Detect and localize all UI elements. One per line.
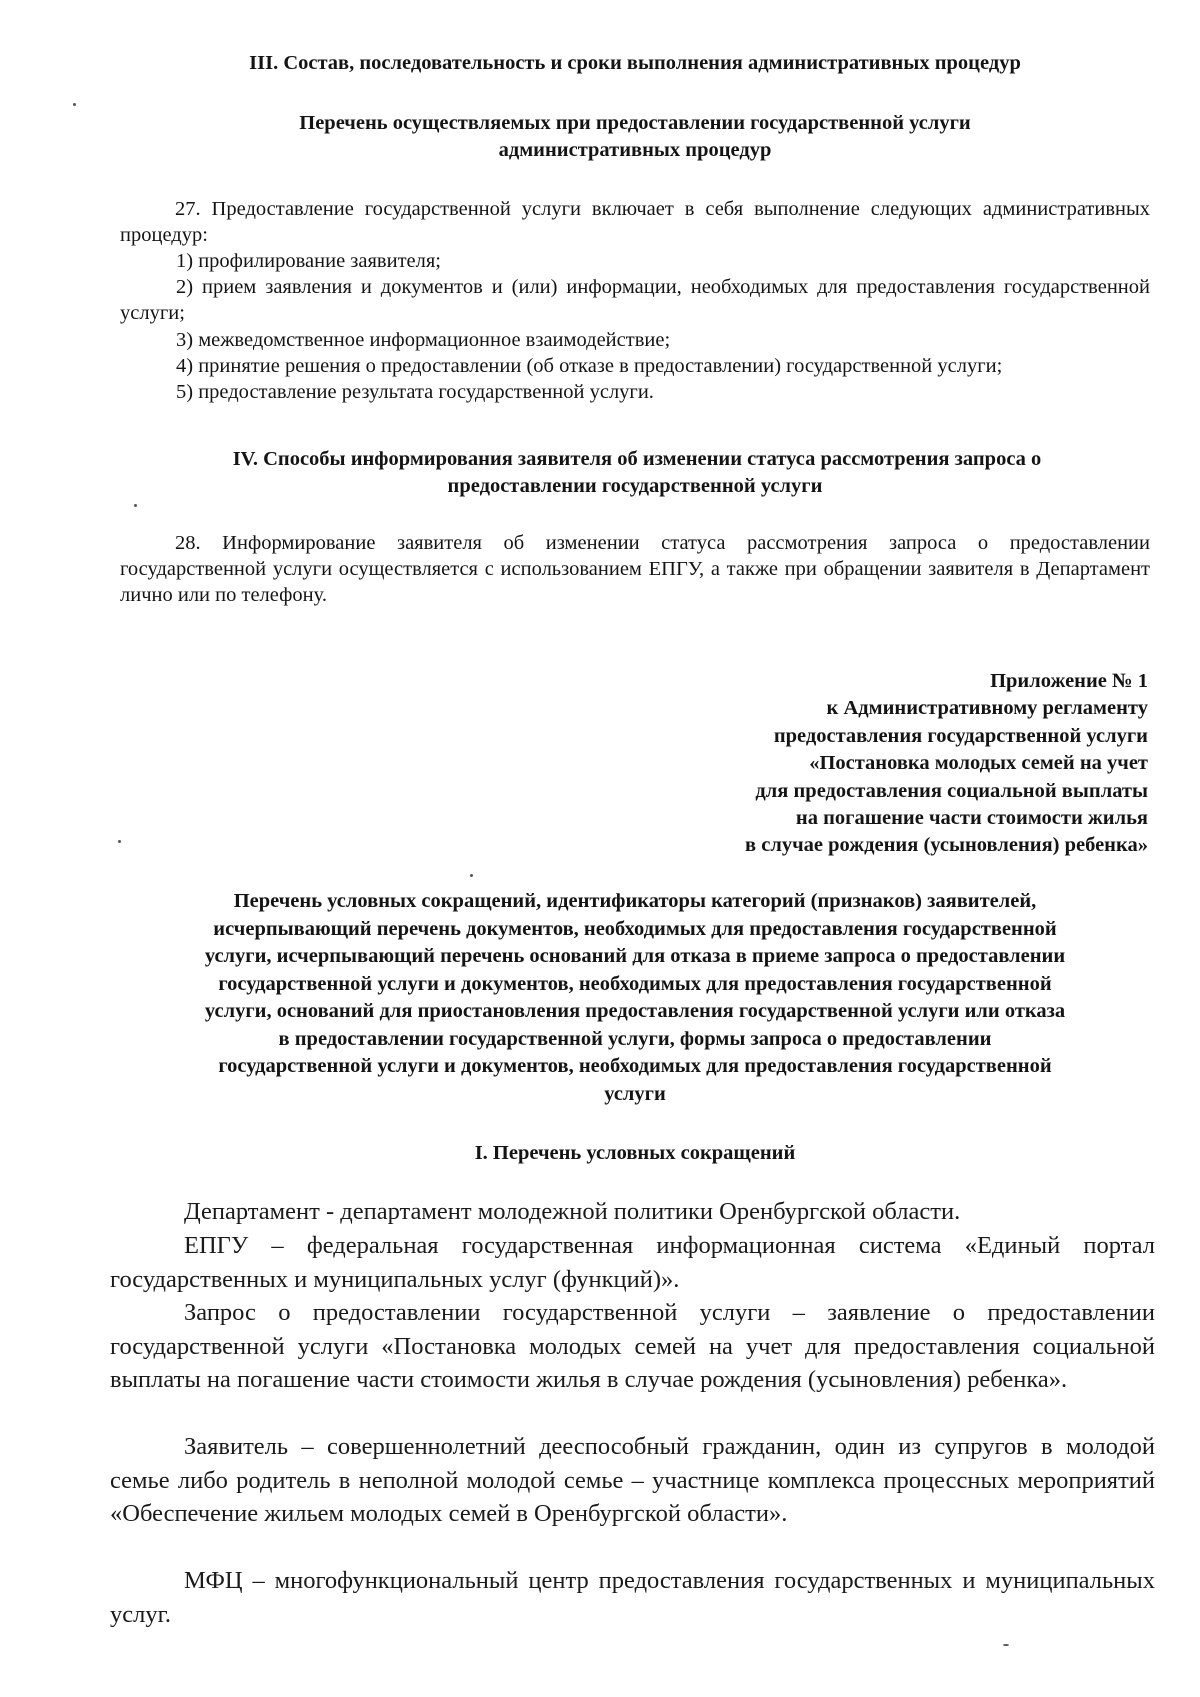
list-title	[100, 888, 1170, 1108]
list-title-line: услуги	[604, 1082, 666, 1105]
procedure-item-1: 1) профилирование заявителя;	[176, 250, 441, 272]
section-3-subheading-line-2: административных процедур	[498, 139, 772, 161]
appendix-line: в случае рождения (усыновления) ребенка»	[745, 834, 1148, 857]
appendix-header	[745, 668, 1148, 860]
section-3-subheading-line-1: Перечень осуществляемых при предоставлении государственной услуги	[299, 112, 971, 134]
appendix-line: Приложение № 1	[990, 670, 1148, 692]
list-title-line: исчерпывающий перечень документов, необходимых для предоставления государственной	[213, 917, 1057, 940]
paragraph-27: 27. Предоставление государственной услуги включает в себя выполнение следующих административных процедур:	[120, 198, 1150, 246]
scan-speck	[134, 504, 137, 507]
scan-speck	[470, 874, 473, 877]
list-title-line: в предоставлении государственной услуги, формы запроса о предоставлении	[278, 1027, 992, 1050]
section-4-heading-line-2: предоставлении государственной услуги	[447, 475, 823, 497]
appendix-line: для предоставления социальной выплаты	[755, 779, 1148, 802]
list-title-line: государственной услуги и документов, необходимых для предоставления государственной	[218, 1055, 1052, 1077]
list-title-line: Перечень условных сокращений, идентификаторы категорий (признаков) заявителей,	[233, 890, 1037, 912]
list-title-line: услуги, исчерпывающий перечень оснований для отказа в приеме запроса о предоставлении	[204, 945, 1066, 967]
section-3-heading: III. Состав, последовательность и сроки выполнения административных процедур	[249, 52, 1021, 74]
list-title-line: услуги, оснований для приостановления предоставления государственной услуги или отказа	[204, 1000, 1066, 1022]
definition-request: Запрос о предоставлении государственной услуги – заявление о предоставлении государственной услуги «Постановка молодых семей на учет для предоставления социальной выплаты на погашение части стоимости жилья в случае рождения (усыновления) ребенка».	[110, 1299, 1155, 1393]
procedure-item-4: 4) принятие решения о предоставлении (об отказе в предоставлении) государственной услуги;	[176, 355, 1003, 377]
list-title-line: государственной услуги и документов, необходимых для предоставления государственной	[218, 972, 1052, 995]
definition-applicant: Заявитель – совершеннолетний дееспособный гражданин, один из супругов в молодой семье либо родитель в неполной молодой семье – участнице комплекса процессных мероприятий «Обеспечение жильем молодых семей в Оренбургской области».	[110, 1433, 1155, 1527]
appendix-line: на погашение части стоимости жилья	[795, 807, 1148, 830]
appendix-line: «Постановка молодых семей на учет	[809, 752, 1148, 775]
section-1-heading: I. Перечень условных сокращений	[474, 1142, 796, 1164]
procedure-item-2: 2) прием заявления и документов и (или) информации, необходимых для предоставления государственной услуги;	[120, 276, 1150, 324]
definition-mfc: МФЦ – многофункциональный центр предоставления государственных и муниципальных услуг.	[110, 1567, 1155, 1628]
scan-speck	[73, 103, 76, 106]
scan-speck	[118, 840, 121, 843]
appendix-line: предоставления государственной услуги	[773, 724, 1148, 747]
appendix-line: к Административному регламенту	[826, 697, 1148, 720]
paragraph-28: 28. Информирование заявителя об изменении статуса рассмотрения запроса о предоставлении государственной услуги осуществляется с использованием ЕПГУ, а также при обращении заявителя в Департамент лично или по телефону.	[120, 532, 1150, 606]
procedure-item-5: 5) предоставление результата государственной услуги.	[176, 381, 654, 403]
section-4-heading-line-1: IV. Способы информирования заявителя об изменении статуса рассмотрения запроса о	[232, 448, 1042, 470]
definition-epgu: ЕПГУ – федеральная государственная информационная система «Единый портал государственных и муниципальных услуг (функций)».	[110, 1232, 1155, 1293]
procedure-item-3: 3) межведомственное информационное взаимодействие;	[176, 329, 671, 351]
scan-speck	[1003, 1644, 1009, 1646]
definition-department: Департамент - департамент молодежной политики Оренбургской области.	[184, 1198, 961, 1225]
